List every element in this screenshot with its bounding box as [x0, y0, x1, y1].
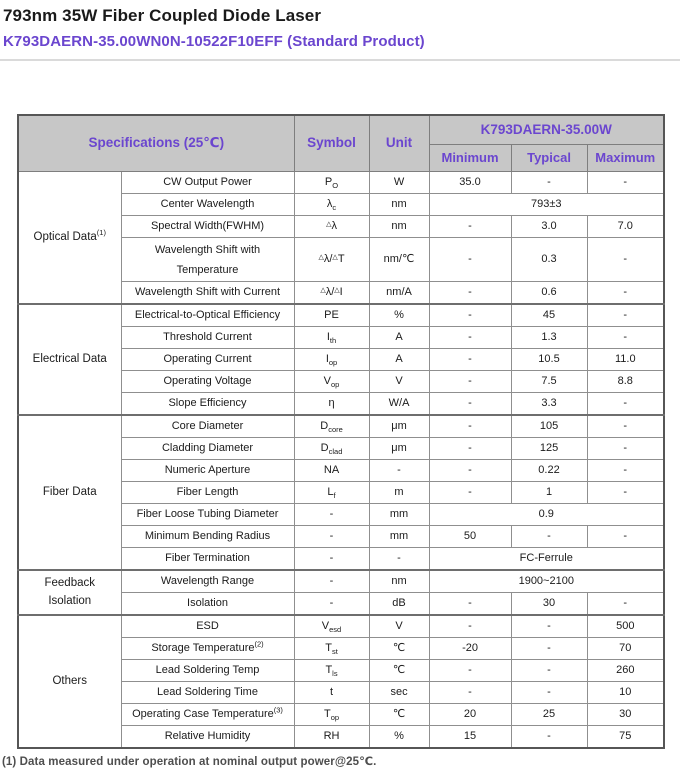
- header-row-1: [18, 115, 664, 145]
- parameter-cell: Fiber Length: [121, 482, 294, 504]
- typical-cell: 7.5: [511, 371, 587, 393]
- parameter-cell: Operating Voltage: [121, 371, 294, 393]
- parameter-cell: Operating Case Temperature$^{(3)}$: [121, 704, 294, 726]
- minimum-cell: -: [429, 282, 511, 305]
- parameter-cell: Fiber Loose Tubing Diameter: [121, 504, 294, 526]
- symbol-cell: RH: [294, 726, 369, 749]
- parameter-cell: Relative Humidity: [121, 726, 294, 749]
- typical-cell: 0.3: [511, 238, 587, 282]
- minimum-cell: -: [429, 593, 511, 616]
- minimum-cell: -: [429, 415, 511, 438]
- minimum-cell: -: [429, 660, 511, 682]
- unit-cell: μm: [369, 438, 429, 460]
- maximum-cell: -: [587, 172, 664, 194]
- footnote: (1) Data measured under operation at nominal output power@25℃.: [2, 756, 377, 768]
- symbol-cell: $L_f$: [294, 482, 369, 504]
- parameter-cell: Lead Soldering Temp: [121, 660, 294, 682]
- unit-cell: %: [369, 304, 429, 327]
- symbol-cell: △λ/△I: [294, 282, 369, 305]
- category-cell: Others: [18, 615, 121, 748]
- unit-cell: nm: [369, 194, 429, 216]
- table-row: [18, 415, 664, 438]
- maximum-cell: -: [587, 460, 664, 482]
- parameter-cell: Wavelength Range: [121, 570, 294, 593]
- parameter-cell: Center Wavelength: [121, 194, 294, 216]
- maximum-cell: -: [587, 304, 664, 327]
- spec-table-header: [18, 115, 664, 172]
- typical-cell: -: [511, 615, 587, 638]
- maximum-cell: -: [587, 438, 664, 460]
- maximum-cell: -: [587, 593, 664, 616]
- unit-cell: A: [369, 327, 429, 349]
- symbol-cell: NA: [294, 460, 369, 482]
- typical-cell: 25: [511, 704, 587, 726]
- parameter-cell: ESD: [121, 615, 294, 638]
- typical-cell: -: [511, 526, 587, 548]
- maximum-cell: 260: [587, 660, 664, 682]
- symbol-cell: $V_{op}$: [294, 371, 369, 393]
- page-title: 793nm 35W Fiber Coupled Diode Laser: [3, 6, 322, 25]
- maximum-cell: 7.0: [587, 216, 664, 238]
- unit-cell: sec: [369, 682, 429, 704]
- typical-cell: 1.3: [511, 327, 587, 349]
- symbol-cell: $V_{esd}$: [294, 615, 369, 638]
- typical-cell: 3.3: [511, 393, 587, 416]
- minimum-cell: 50: [429, 526, 511, 548]
- symbol-cell: -: [294, 504, 369, 526]
- minimum-cell: 20: [429, 704, 511, 726]
- symbol-cell: -: [294, 526, 369, 548]
- minimum-cell: -20: [429, 638, 511, 660]
- typical-cell: 125: [511, 438, 587, 460]
- symbol-cell: $T_{ls}$: [294, 660, 369, 682]
- parameter-cell: Core Diameter: [121, 415, 294, 438]
- parameter-cell: Spectral Width(FWHM): [121, 216, 294, 238]
- maximum-cell: 10: [587, 682, 664, 704]
- parameter-cell: Wavelength Shift with Temperature: [121, 238, 294, 282]
- unit-cell: m: [369, 482, 429, 504]
- parameter-cell: Threshold Current: [121, 327, 294, 349]
- parameter-cell: Numeric Aperture: [121, 460, 294, 482]
- table-row: [18, 615, 664, 638]
- category-cell: Feedback Isolation: [18, 570, 121, 615]
- minimum-cell: -: [429, 349, 511, 371]
- minimum-cell: -: [429, 682, 511, 704]
- symbol-cell: $\lambda_c$: [294, 194, 369, 216]
- symbol-cell: PE: [294, 304, 369, 327]
- symbol-cell: △λ: [294, 216, 369, 238]
- parameter-cell: Electrical-to-Optical Efficiency: [121, 304, 294, 327]
- symbol-cell: $P_O$: [294, 172, 369, 194]
- minimum-cell: -: [429, 482, 511, 504]
- minimum-cell: 15: [429, 726, 511, 749]
- table-row: [18, 570, 664, 593]
- unit-cell: -: [369, 548, 429, 571]
- maximum-cell: 500: [587, 615, 664, 638]
- typical-cell: 30: [511, 593, 587, 616]
- typical-cell: 3.0: [511, 216, 587, 238]
- table-row: [18, 304, 664, 327]
- value-span-cell: FC-Ferrule: [429, 548, 664, 571]
- symbol-cell: $T_{st}$: [294, 638, 369, 660]
- parameter-cell: Slope Efficiency: [121, 393, 294, 416]
- unit-cell: %: [369, 726, 429, 749]
- parameter-cell: Wavelength Shift with Current: [121, 282, 294, 305]
- symbol-cell: t: [294, 682, 369, 704]
- symbol-cell: η: [294, 393, 369, 416]
- header-divider: [0, 59, 680, 61]
- maximum-cell: -: [587, 282, 664, 305]
- maximum-cell: -: [587, 415, 664, 438]
- minimum-cell: -: [429, 438, 511, 460]
- unit-cell: ℃: [369, 660, 429, 682]
- table-row: [18, 172, 664, 194]
- unit-cell: W/A: [369, 393, 429, 416]
- unit-header: Unit: [369, 115, 429, 172]
- unit-cell: A: [369, 349, 429, 371]
- unit-cell: V: [369, 371, 429, 393]
- symbol-cell: $I_{op}$: [294, 349, 369, 371]
- unit-cell: mm: [369, 526, 429, 548]
- minimum-cell: -: [429, 327, 511, 349]
- symbol-cell: $D_{clad}$: [294, 438, 369, 460]
- unit-cell: dB: [369, 593, 429, 616]
- maximum-cell: 8.8: [587, 371, 664, 393]
- typical-cell: 1: [511, 482, 587, 504]
- typical-cell: 105: [511, 415, 587, 438]
- typical-cell: -: [511, 726, 587, 749]
- minimum-cell: -: [429, 238, 511, 282]
- parameter-cell: Cladding Diameter: [121, 438, 294, 460]
- parameter-cell: Operating Current: [121, 349, 294, 371]
- maximum-cell: 75: [587, 726, 664, 749]
- unit-cell: V: [369, 615, 429, 638]
- maximum-cell: -: [587, 238, 664, 282]
- maximum-cell: 11.0: [587, 349, 664, 371]
- typical-cell: 10.5: [511, 349, 587, 371]
- spec-table: [17, 114, 665, 749]
- unit-cell: ℃: [369, 704, 429, 726]
- product-code-subtitle: K793DAERN-35.00WN0N-10522F10EFF (Standard Product): [3, 33, 425, 50]
- parameter-cell: Fiber Termination: [121, 548, 294, 571]
- symbol-header: Symbol: [294, 115, 369, 172]
- typical-cell: -: [511, 682, 587, 704]
- unit-cell: nm: [369, 570, 429, 593]
- minimum-header: Minimum: [429, 145, 511, 172]
- unit-cell: W: [369, 172, 429, 194]
- minimum-cell: -: [429, 393, 511, 416]
- spec-table-body: [18, 172, 664, 749]
- minimum-cell: -: [429, 216, 511, 238]
- unit-cell: ℃: [369, 638, 429, 660]
- minimum-cell: -: [429, 304, 511, 327]
- unit-cell: nm/℃: [369, 238, 429, 282]
- value-span-cell: 0.9: [429, 504, 664, 526]
- parameter-cell: Lead Soldering Time: [121, 682, 294, 704]
- minimum-cell: -: [429, 460, 511, 482]
- typical-cell: 45: [511, 304, 587, 327]
- product-model-header: K793DAERN-35.00W: [429, 115, 664, 145]
- symbol-cell: $T_{op}$: [294, 704, 369, 726]
- category-cell: Electrical Data: [18, 304, 121, 415]
- maximum-cell: -: [587, 327, 664, 349]
- unit-cell: nm: [369, 216, 429, 238]
- value-span-cell: 1900~2100: [429, 570, 664, 593]
- maximum-cell: -: [587, 482, 664, 504]
- typical-cell: 0.22: [511, 460, 587, 482]
- symbol-cell: -: [294, 548, 369, 571]
- typical-cell: -: [511, 638, 587, 660]
- parameter-cell: Isolation: [121, 593, 294, 616]
- unit-cell: -: [369, 460, 429, 482]
- typical-cell: 0.6: [511, 282, 587, 305]
- maximum-cell: 30: [587, 704, 664, 726]
- parameter-cell: Storage Temperature$^{(2)}$: [121, 638, 294, 660]
- unit-cell: μm: [369, 415, 429, 438]
- symbol-cell: $D_{core}$: [294, 415, 369, 438]
- maximum-header: Maximum: [587, 145, 664, 172]
- minimum-cell: -: [429, 615, 511, 638]
- symbol-cell: -: [294, 570, 369, 593]
- unit-cell: nm/A: [369, 282, 429, 305]
- symbol-cell: $I_{th}$: [294, 327, 369, 349]
- maximum-cell: 70: [587, 638, 664, 660]
- minimum-cell: -: [429, 371, 511, 393]
- typical-header: Typical: [511, 145, 587, 172]
- symbol-cell: -: [294, 593, 369, 616]
- minimum-cell: 35.0: [429, 172, 511, 194]
- typical-cell: -: [511, 660, 587, 682]
- value-span-cell: 793±3: [429, 194, 664, 216]
- specifications-header: Specifications (25℃): [18, 115, 294, 172]
- category-cell: Fiber Data: [18, 415, 121, 570]
- symbol-cell: △λ/△T: [294, 238, 369, 282]
- maximum-cell: -: [587, 393, 664, 416]
- parameter-cell: Minimum Bending Radius: [121, 526, 294, 548]
- category-cell: Optical Data$^{(1)}$: [18, 172, 121, 305]
- typical-cell: -: [511, 172, 587, 194]
- maximum-cell: -: [587, 526, 664, 548]
- parameter-cell: CW Output Power: [121, 172, 294, 194]
- unit-cell: mm: [369, 504, 429, 526]
